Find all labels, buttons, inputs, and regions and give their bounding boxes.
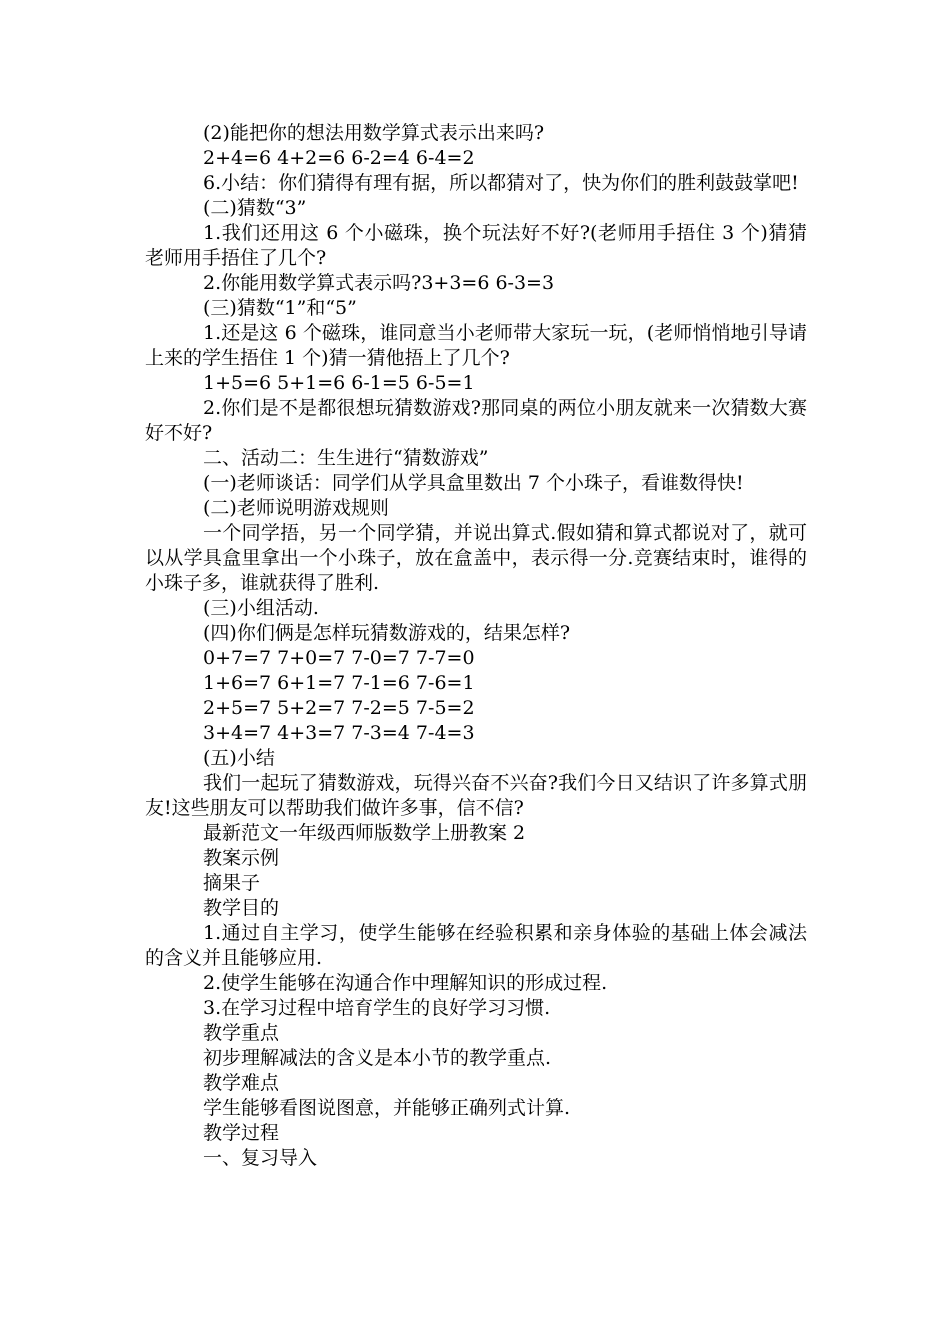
paragraph: 3+4=7 4+3=7 7-3=4 7-4=3 xyxy=(203,722,475,744)
paragraph: (一)老师谈话：同学们从学具盒里数出 7 个小珠子，看谁数得快! xyxy=(203,472,744,494)
document-body xyxy=(145,121,807,1171)
paragraph: (三)猜数“1”和“5” xyxy=(203,297,357,319)
paragraph: (四)你们俩是怎样玩猜数游戏的，结果怎样? xyxy=(203,622,571,644)
paragraph: 摘果子 xyxy=(203,872,261,894)
paragraph: (三)小组活动. xyxy=(203,597,319,619)
paragraph: 一个同学捂，另一个同学猜，并说出算式.假如猜和算式都说对了，就可以从学具盒里拿出一个小珠子，放在盒盖中，表示得一分.竞赛结束时，谁得的小珠子多，谁就获得了胜利. xyxy=(145,522,807,594)
paragraph: 6.小结：你们猜得有理有据，所以都猜对了，快为你们的胜利鼓鼓掌吧! xyxy=(203,172,799,194)
paragraph: 2.你能用数学算式表示吗?3+3=6 6-3=3 xyxy=(203,272,555,294)
paragraph: 2+5=7 5+2=7 7-2=5 7-5=2 xyxy=(203,697,475,719)
paragraph: (五)小结 xyxy=(203,747,275,769)
paragraph: 教学目的 xyxy=(203,897,280,919)
paragraph: 2+4=6 4+2=6 6-2=4 6-4=2 xyxy=(203,147,475,169)
paragraph: 2.使学生能够在沟通合作中理解知识的形成过程. xyxy=(203,972,608,994)
paragraph: 2.你们是不是都很想玩猜数游戏?那同桌的两位小朋友就来一次猜数大赛好不好? xyxy=(145,397,807,444)
paragraph: 二、活动二：生生进行“猜数游戏” xyxy=(203,447,489,469)
paragraph: 一、复习导入 xyxy=(203,1147,318,1169)
paragraph: 学生能够看图说图意，并能够正确列式计算. xyxy=(203,1097,571,1119)
paragraph: 初步理解减法的含义是本小节的教学重点. xyxy=(203,1047,552,1069)
paragraph: (二)猜数“3” xyxy=(203,197,307,219)
paragraph: 教学重点 xyxy=(203,1022,280,1044)
paragraph: 教案示例 xyxy=(203,847,280,869)
paragraph: 教学难点 xyxy=(203,1072,280,1094)
paragraph: 3.在学习过程中培育学生的良好学习习惯. xyxy=(203,997,551,1019)
section-title: 最新范文一年级西师版数学上册教案 2 xyxy=(203,822,526,844)
paragraph: 1+5=6 5+1=6 6-1=5 6-5=1 xyxy=(203,372,475,394)
paragraph: 教学过程 xyxy=(203,1122,280,1144)
paragraph: 0+7=7 7+0=7 7-0=7 7-7=0 xyxy=(203,647,475,669)
paragraph: 1.我们还用这 6 个小磁珠，换个玩法好不好?(老师用手捂住 3 个)猜猜老师用手捂住了几个? xyxy=(145,222,807,269)
paragraph: 1.还是这 6 个磁珠，谁同意当小老师带大家玩一玩，(老师悄悄地引导请上来的学生捂住 1 个)猜一猜他捂上了几个? xyxy=(145,322,807,369)
paragraph: 1+6=7 6+1=7 7-1=6 7-6=1 xyxy=(203,672,475,694)
paragraph: (2)能把你的想法用数学算式表示出来吗? xyxy=(203,122,545,144)
paragraph: 1.通过自主学习，使学生能够在经验积累和亲身体验的基础上体会减法的含义并且能够应用. xyxy=(145,922,807,969)
paragraph: 我们一起玩了猜数游戏，玩得兴奋不兴奋?我们今日又结识了许多算式朋友!这些朋友可以帮助我们做许多事，信不信? xyxy=(145,772,807,819)
paragraph: (二)老师说明游戏规则 xyxy=(203,497,389,519)
